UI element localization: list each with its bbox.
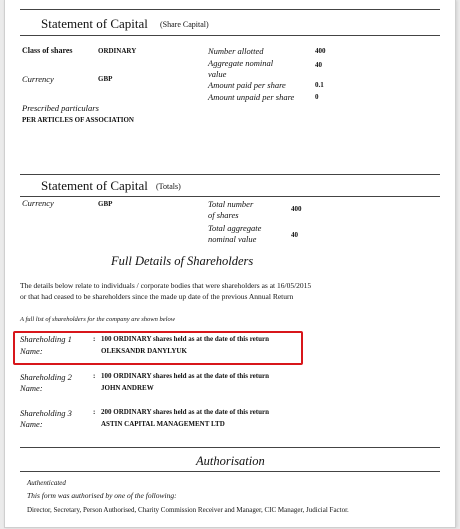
shareholding-1-name: OLEKSANDR DANYLYUK bbox=[101, 347, 187, 355]
amount-paid-label: Amount paid per share bbox=[208, 80, 286, 90]
total-nominal-value: 40 bbox=[291, 231, 298, 239]
share-capital-title: Statement of Capital bbox=[41, 16, 148, 31]
shareholders-list-note: A full list of shareholders for the company are shown below bbox=[20, 316, 176, 323]
class-of-shares-label: Class of shares bbox=[22, 46, 73, 55]
shareholders-intro-line-2: or that had ceased to be shareholders since the made up date of the previous Annual Return bbox=[20, 292, 294, 301]
totals-currency-label: Currency bbox=[22, 198, 54, 208]
class-of-shares-value: ORDINARY bbox=[98, 47, 137, 55]
shareholding-2-name-label: Name: bbox=[20, 383, 43, 393]
shareholders-title: Full Details of Shareholders bbox=[111, 254, 254, 268]
shareholding-2-colon: : bbox=[93, 372, 96, 380]
authorisation-rule bbox=[20, 471, 440, 472]
shareholding-1-colon: : bbox=[93, 335, 96, 343]
shareholding-3-label: Shareholding 3 bbox=[20, 408, 72, 418]
totals-top-rule bbox=[20, 174, 440, 175]
shareholding-3-shares: 200 ORDINARY shares held as at the date of this return bbox=[101, 408, 270, 416]
shareholding-1-label: Shareholding 1 bbox=[20, 334, 72, 344]
amount-unpaid-value: 0 bbox=[315, 93, 319, 101]
prescribed-particulars-value: PER ARTICLES OF ASSOCIATION bbox=[22, 116, 134, 124]
total-shares-value: 400 bbox=[291, 205, 302, 213]
aggregate-nominal-label: Aggregate nominal bbox=[208, 58, 274, 68]
amount-paid-value: 0.1 bbox=[315, 81, 324, 89]
total-nominal-label-2: nominal value bbox=[208, 234, 257, 244]
shareholding-3-name-label: Name: bbox=[20, 419, 43, 429]
shareholding-2-shares: 100 ORDINARY shares held as at the date of this return bbox=[101, 372, 270, 380]
authenticated-label: Authenticated bbox=[27, 479, 66, 487]
total-nominal-label: Total aggregate bbox=[208, 223, 262, 233]
totals-subtitle: (Totals) bbox=[156, 182, 181, 191]
share-capital-subtitle: (Share Capital) bbox=[160, 20, 209, 29]
shareholding-2-label: Shareholding 2 bbox=[20, 372, 72, 382]
aggregate-nominal-label-2: value bbox=[208, 69, 227, 79]
number-allotted-value: 400 bbox=[315, 47, 326, 55]
totals-title: Statement of Capital bbox=[41, 178, 148, 193]
authorised-by-text: This form was authorised by one of the following: bbox=[27, 491, 177, 500]
shareholding-2-name: JOHN ANDREW bbox=[101, 384, 154, 392]
top-rule bbox=[20, 9, 440, 10]
aggregate-nominal-value: 40 bbox=[315, 61, 322, 69]
totals-rule bbox=[20, 196, 440, 197]
number-allotted-label: Number allotted bbox=[208, 46, 264, 56]
authorised-roles: Director, Secretary, Person Authorised, Charity Commission Receiver and Manager, CIC Manager, Judicial Factor. bbox=[27, 506, 349, 514]
share-capital-rule bbox=[20, 35, 440, 36]
prescribed-particulars-label: Prescribed particulars bbox=[22, 103, 99, 113]
shareholding-1-name-label: Name: bbox=[20, 346, 43, 356]
total-shares-label: Total number bbox=[208, 199, 254, 209]
amount-unpaid-label: Amount unpaid per share bbox=[208, 92, 295, 102]
total-shares-label-2: of shares bbox=[208, 210, 239, 220]
shareholding-3-name: ASTIN CAPITAL MANAGEMENT LTD bbox=[101, 420, 225, 428]
totals-currency-value: GBP bbox=[98, 200, 113, 208]
shareholders-intro-line-1: The details below relate to individuals / corporate bodies that were shareholders as at 16/05/2015 bbox=[20, 281, 312, 290]
authorisation-title: Authorisation bbox=[196, 454, 265, 468]
shareholding-3-colon: : bbox=[93, 408, 96, 416]
authorisation-top-rule bbox=[20, 447, 440, 448]
currency-label: Currency bbox=[22, 74, 54, 84]
shareholding-1-shares: 100 ORDINARY shares held as at the date of this return bbox=[101, 335, 270, 343]
currency-value: GBP bbox=[98, 75, 113, 83]
document-page bbox=[4, 0, 456, 528]
